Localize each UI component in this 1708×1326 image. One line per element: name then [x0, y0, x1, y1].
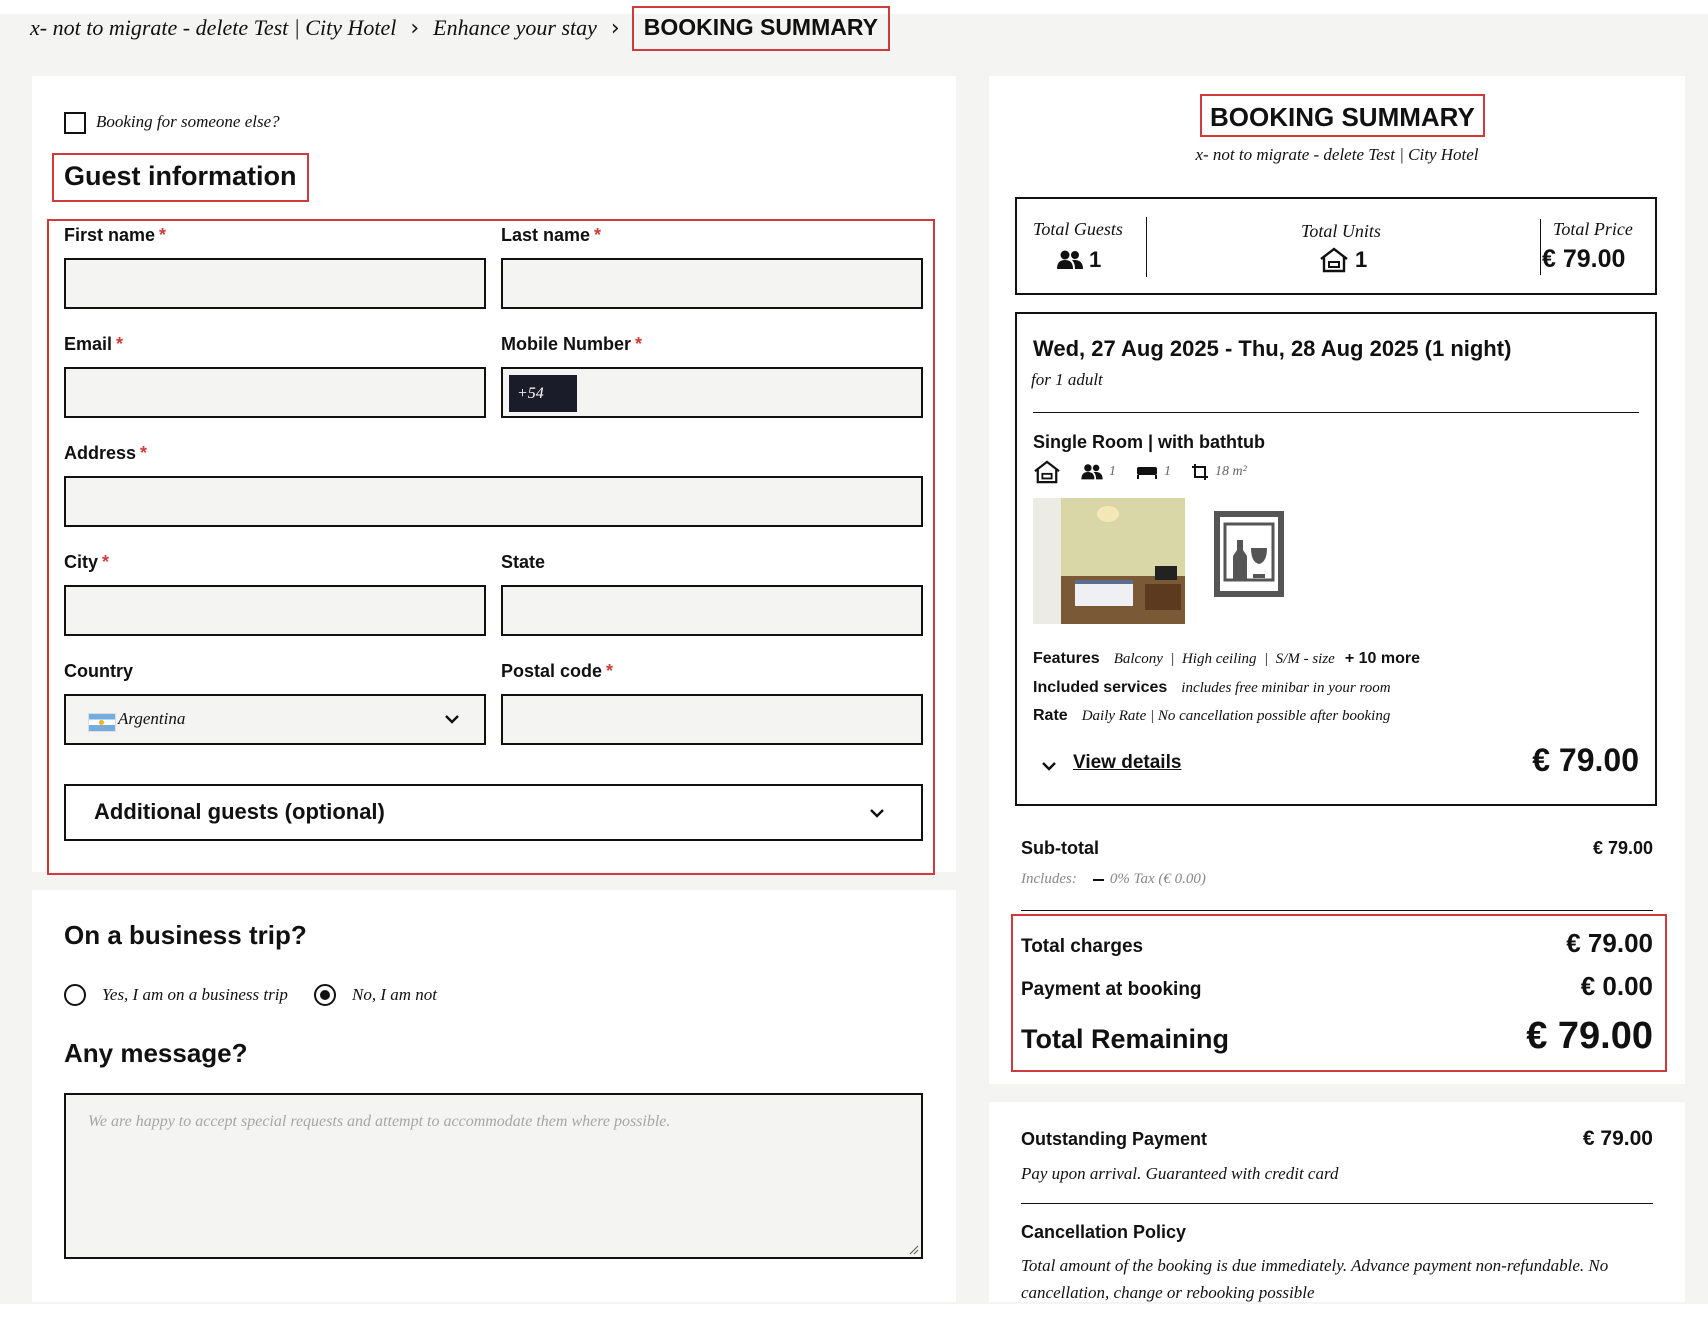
business-trip-panel	[32, 890, 956, 1302]
city-label: City *	[64, 552, 110, 572]
address-input[interactable]	[64, 476, 923, 527]
guests-icon	[1081, 463, 1103, 481]
divider	[1033, 412, 1639, 413]
stats-divider	[1146, 217, 1147, 277]
total-charges-value: € 79.00	[1566, 928, 1653, 958]
features-more-link[interactable]: + 10 more	[1344, 650, 1420, 667]
country-label: Country	[64, 661, 133, 681]
included-services-label: Included services	[1033, 679, 1168, 696]
last-name-label: Last name *	[501, 225, 602, 245]
additional-guests-accordion[interactable]	[64, 784, 923, 841]
first-name-input[interactable]	[64, 258, 486, 309]
breadcrumb-hotel[interactable]: x- not to migrate - delete Test | City Hotel	[30, 15, 397, 40]
subtotal-row	[1021, 838, 1653, 859]
resize-handle-icon[interactable]	[907, 1243, 919, 1255]
summary-title: BOOKING SUMMARY	[1202, 96, 1483, 135]
room-photo[interactable]	[1033, 498, 1185, 624]
additional-guests-label: Additional guests (optional)	[94, 799, 385, 824]
divider	[1021, 910, 1653, 911]
business-trip-title: On a business trip?	[64, 920, 307, 950]
outstanding-label: Outstanding Payment	[1021, 1129, 1208, 1149]
last-name-input[interactable]	[501, 258, 923, 309]
features-list: Balcony | High ceiling | S/M - size	[1113, 651, 1335, 667]
total-charges-row	[1021, 928, 1653, 959]
tax-value: 0% Tax (€ 0.00)	[1109, 871, 1206, 887]
total-guests-value: 1	[1057, 247, 1101, 273]
subtotal-value: € 79.00	[1592, 838, 1653, 858]
guest-information-panel	[32, 76, 956, 872]
room-beds-count: 1	[1164, 464, 1171, 479]
dash-icon	[1093, 879, 1104, 881]
message-textarea[interactable]	[64, 1093, 923, 1259]
stats-divider	[1540, 219, 1541, 275]
message-title: Any message?	[64, 1038, 248, 1068]
chevron-right-icon: ›	[410, 15, 420, 41]
total-remaining-label: Total Remaining	[1021, 1024, 1230, 1054]
mobile-label: Mobile Number *	[501, 334, 643, 354]
outstanding-value: € 79.00	[1582, 1127, 1653, 1150]
features-row	[1033, 650, 1420, 668]
state-input[interactable]	[501, 585, 923, 636]
total-remaining-row	[1021, 1015, 1653, 1058]
argentina-flag-icon	[88, 713, 116, 732]
booking-summary-panel	[989, 76, 1685, 1084]
booking-for-someone-label: Booking for someone else?	[96, 112, 280, 131]
total-units-label: Total Units	[1301, 221, 1381, 241]
stay-occupancy: for 1 adult	[1031, 370, 1103, 389]
room-guests-count: 1	[1109, 464, 1116, 479]
room-name: Single Room | with bathtub	[1033, 432, 1266, 452]
breadcrumb-current: BOOKING SUMMARY	[634, 8, 888, 49]
bed-icon	[1136, 464, 1158, 480]
chevron-down-icon	[869, 807, 885, 819]
total-units-value: 1	[1319, 247, 1367, 273]
business-trip-no-radio[interactable]	[314, 984, 336, 1006]
features-label: Features	[1033, 650, 1100, 667]
rate-row	[1033, 707, 1390, 725]
email-label: Email *	[64, 334, 124, 354]
total-charges-label: Total charges	[1021, 936, 1144, 957]
business-trip-yes-radio[interactable]	[64, 984, 86, 1006]
unit-house-icon	[1319, 247, 1349, 273]
guest-information-title: Guest information	[54, 155, 307, 200]
email-input[interactable]	[64, 367, 486, 418]
guest-form-group	[49, 221, 933, 873]
postal-code-label: Postal code *	[501, 661, 614, 681]
first-name-label: First name *	[64, 225, 167, 245]
subtotal-label: Sub-total	[1021, 838, 1099, 858]
cancellation-policy-text: Total amount of the booking is due immediately. Advance payment non-refundable. No cancellation, change or rebooking possible	[1021, 1256, 1609, 1302]
dial-code-selector[interactable]: +54	[509, 375, 577, 412]
payment-at-booking-value: € 0.00	[1580, 971, 1653, 1001]
included-services-row	[1033, 679, 1391, 697]
included-services-value: includes free minibar in your room	[1181, 680, 1391, 696]
minibar-icon	[1213, 510, 1285, 598]
room-size: 18 m²	[1215, 464, 1247, 479]
total-price-label: Total Price	[1553, 219, 1633, 239]
country-value: Argentina	[118, 709, 186, 728]
total-guests-label: Total Guests	[1033, 219, 1123, 239]
summary-hotel-name: x- not to migrate - delete Test | City Hotel	[1195, 145, 1479, 164]
stay-dates: Wed, 27 Aug 2025 - Thu, 28 Aug 2025 (1 night)	[1033, 336, 1512, 361]
cancellation-policy-title: Cancellation Policy	[1021, 1222, 1187, 1242]
room-price: € 79.00	[1532, 742, 1639, 778]
includes-label: Includes:	[1021, 871, 1077, 887]
chevron-down-icon	[1041, 760, 1057, 772]
message-placeholder: We are happy to accept special requests and attempt to accommodate them where possible.	[88, 1113, 671, 1130]
room-attributes	[1033, 460, 1247, 484]
total-remaining-value: € 79.00	[1526, 1015, 1653, 1057]
chevron-right-icon: ›	[610, 15, 620, 41]
breadcrumb	[30, 8, 888, 48]
tax-row	[1021, 871, 1206, 888]
booking-for-someone-checkbox[interactable]	[64, 112, 86, 134]
total-price-value: € 79.00	[1542, 245, 1626, 273]
chevron-down-icon	[444, 713, 460, 725]
rate-value: Daily Rate | No cancellation possible after booking	[1081, 708, 1391, 724]
city-input[interactable]	[64, 585, 486, 636]
business-trip-no-label: No, I am not	[352, 985, 437, 1004]
outstanding-note: Pay upon arrival. Guaranteed with credit card	[1021, 1164, 1339, 1183]
payment-at-booking-label: Payment at booking	[1021, 979, 1202, 1000]
breadcrumb-enhance[interactable]: Enhance your stay	[433, 15, 597, 40]
payment-at-booking-row	[1021, 971, 1653, 1002]
guests-icon	[1057, 249, 1083, 271]
divider	[1021, 1203, 1653, 1204]
outstanding-row	[1021, 1127, 1653, 1151]
business-trip-yes-label: Yes, I am on a business trip	[102, 985, 288, 1004]
mobile-input[interactable]	[501, 367, 923, 418]
state-label: State	[501, 552, 546, 572]
postal-code-input[interactable]	[501, 694, 923, 745]
crop-size-icon	[1191, 463, 1209, 481]
unit-house-icon	[1033, 460, 1061, 484]
payment-policy-panel	[989, 1102, 1685, 1302]
view-details-link[interactable]: View details	[1073, 752, 1182, 773]
stay-details-card	[1015, 312, 1657, 806]
country-select[interactable]	[64, 694, 486, 745]
summary-stats-box	[1015, 197, 1657, 295]
address-label: Address *	[64, 443, 148, 463]
rate-label: Rate	[1033, 707, 1068, 724]
